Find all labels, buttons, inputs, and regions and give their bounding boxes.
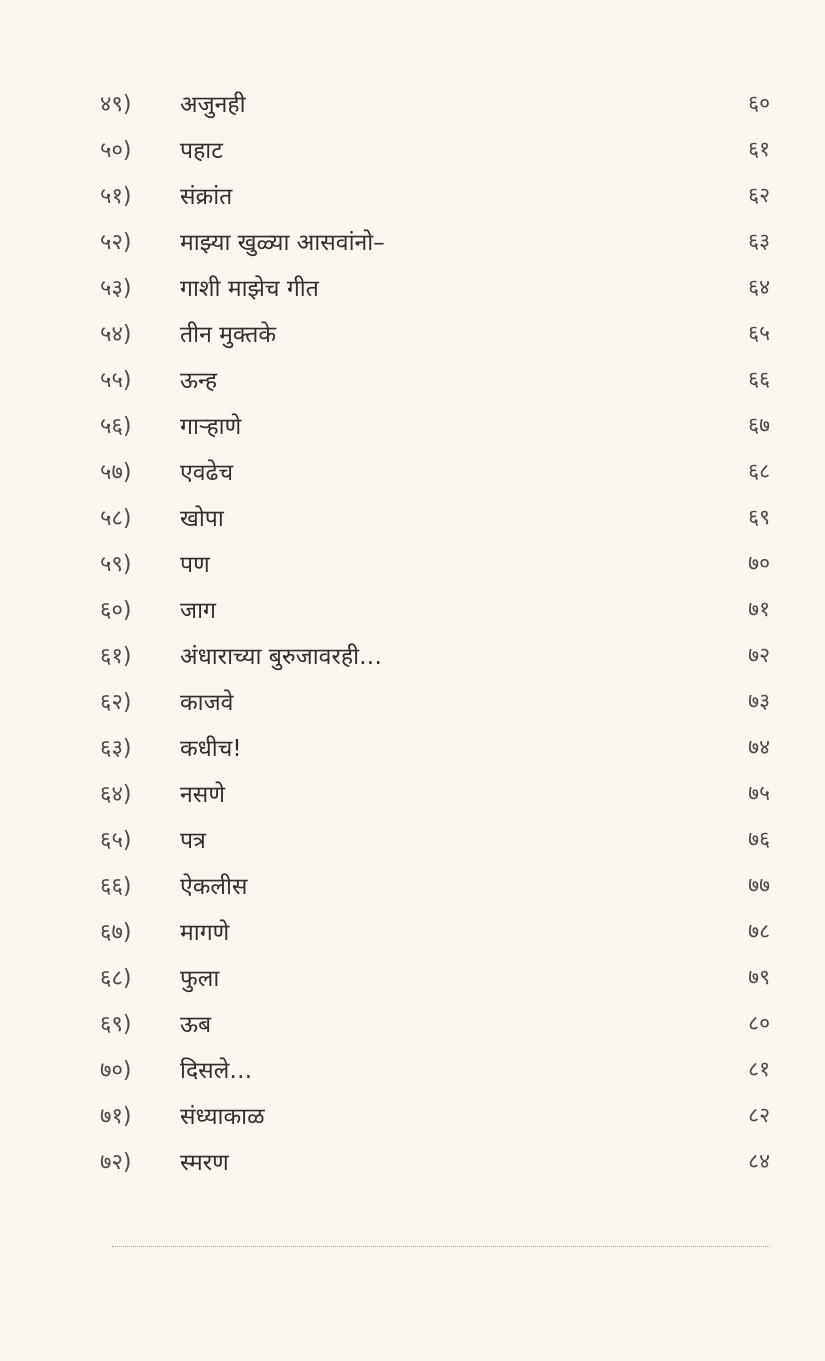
toc-entry-title: गाशी माझेच गीत	[180, 276, 319, 302]
toc-entry	[100, 494, 780, 540]
toc-entry-page: ६६	[748, 367, 770, 391]
toc-entry-title: ऐकलीस	[180, 874, 248, 900]
toc-entry	[100, 724, 780, 770]
toc-entry-number: ५८)	[100, 506, 132, 531]
toc-entry	[100, 310, 780, 356]
toc-entry-number: ५४)	[100, 322, 132, 347]
toc-entry-page: ६२	[748, 183, 770, 207]
table-of-contents	[100, 80, 780, 1184]
toc-entry-number: ५३)	[100, 276, 132, 301]
toc-entry-number: ५५)	[100, 368, 132, 393]
toc-entry-page: ६८	[748, 459, 770, 483]
toc-entry-page: ८४	[748, 1149, 770, 1173]
dotted-divider	[112, 1246, 770, 1247]
toc-entry-number: ५९)	[100, 552, 132, 577]
toc-entry	[100, 1000, 780, 1046]
toc-entry-title: माझ्या खुळ्या आसवांनो–	[180, 230, 385, 256]
toc-entry-page: ७७	[748, 873, 770, 897]
toc-entry-page: ६०	[748, 91, 770, 115]
toc-entry	[100, 402, 780, 448]
toc-entry-title: ऊब	[180, 1012, 212, 1038]
toc-entry	[100, 632, 780, 678]
toc-entry-number: ६८)	[100, 966, 132, 991]
toc-entry	[100, 356, 780, 402]
toc-entry	[100, 954, 780, 1000]
toc-entry-number: ७२)	[100, 1150, 132, 1175]
toc-entry-page: ६४	[748, 275, 770, 299]
toc-entry-number: ६६)	[100, 874, 132, 899]
toc-entry-title: मागणे	[180, 920, 230, 946]
toc-entry	[100, 908, 780, 954]
toc-entry	[100, 770, 780, 816]
toc-entry-number: ५०)	[100, 138, 132, 163]
toc-entry-title: पण	[180, 552, 210, 578]
toc-entry	[100, 862, 780, 908]
toc-entry-title: खोपा	[180, 506, 224, 532]
toc-entry-page: ६७	[748, 413, 770, 437]
toc-entry-title: नसणे	[180, 782, 225, 808]
toc-entry-number: ५२)	[100, 230, 132, 255]
toc-entry-page: ७६	[748, 827, 770, 851]
toc-entry-title: गाऱ्हाणे	[180, 414, 242, 440]
toc-entry-number: ६०)	[100, 598, 132, 623]
toc-entry-title: अंधाराच्या बुरुजावरही…	[180, 644, 383, 670]
toc-entry-number: ५७)	[100, 460, 132, 485]
toc-entry-title: संक्रांत	[180, 184, 233, 210]
toc-entry-number: ७१)	[100, 1104, 132, 1129]
toc-entry	[100, 448, 780, 494]
toc-entry-page: ७४	[748, 735, 770, 759]
toc-entry	[100, 1138, 780, 1184]
toc-entry-title: अजुनही	[180, 92, 246, 118]
toc-entry-page: ७३	[748, 689, 770, 713]
toc-entry-page: ७५	[748, 781, 770, 805]
toc-entry-number: ५६)	[100, 414, 132, 439]
toc-entry-number: ६४)	[100, 782, 132, 807]
toc-entry-number: ७०)	[100, 1058, 132, 1083]
toc-entry-page: ७८	[748, 919, 770, 943]
toc-entry	[100, 678, 780, 724]
toc-entry-page: ८१	[748, 1057, 770, 1081]
toc-entry-title: स्मरण	[180, 1150, 229, 1176]
toc-entry-page: ६१	[748, 137, 770, 161]
toc-entry-page: ६५	[748, 321, 770, 345]
toc-entry-title: संध्याकाळ	[180, 1104, 265, 1130]
toc-entry-title: काजवे	[180, 690, 234, 716]
toc-entry-title: जाग	[180, 598, 216, 624]
toc-entry-title: दिसले…	[180, 1058, 253, 1084]
toc-entry-title: ऊन्ह	[180, 368, 218, 394]
toc-entry-number: ५१)	[100, 184, 132, 209]
toc-entry	[100, 540, 780, 586]
toc-entry-number: ६९)	[100, 1012, 132, 1037]
toc-entry	[100, 816, 780, 862]
toc-entry	[100, 1092, 780, 1138]
toc-entry-number: ६७)	[100, 920, 132, 945]
toc-entry-title: पत्र	[180, 828, 206, 854]
toc-entry	[100, 80, 780, 126]
toc-entry-title: फुला	[180, 966, 220, 992]
toc-entry-number: ६५)	[100, 828, 132, 853]
toc-entry-title: तीन मुक्तके	[180, 322, 276, 348]
toc-entry-page: ६९	[748, 505, 770, 529]
toc-entry-title: कधीच!	[180, 736, 242, 762]
toc-entry	[100, 586, 780, 632]
toc-entry-page: ८०	[748, 1011, 770, 1035]
toc-entry	[100, 172, 780, 218]
toc-entry-page: ६३	[748, 229, 770, 253]
toc-entry-page: ७०	[748, 551, 770, 575]
toc-entry-title: एवढेच	[180, 460, 234, 486]
toc-entry	[100, 218, 780, 264]
toc-entry-number: ४९)	[100, 92, 132, 117]
toc-entry-page: ८२	[748, 1103, 770, 1127]
toc-entry-page: ७१	[748, 597, 770, 621]
toc-entry	[100, 126, 780, 172]
toc-entry-page: ७२	[748, 643, 770, 667]
toc-entry-title: पहाट	[180, 138, 223, 164]
toc-entry-number: ६२)	[100, 690, 132, 715]
toc-entry	[100, 1046, 780, 1092]
toc-entry-number: ६१)	[100, 644, 132, 669]
toc-entry-number: ६३)	[100, 736, 132, 761]
toc-entry	[100, 264, 780, 310]
toc-entry-page: ७९	[748, 965, 770, 989]
